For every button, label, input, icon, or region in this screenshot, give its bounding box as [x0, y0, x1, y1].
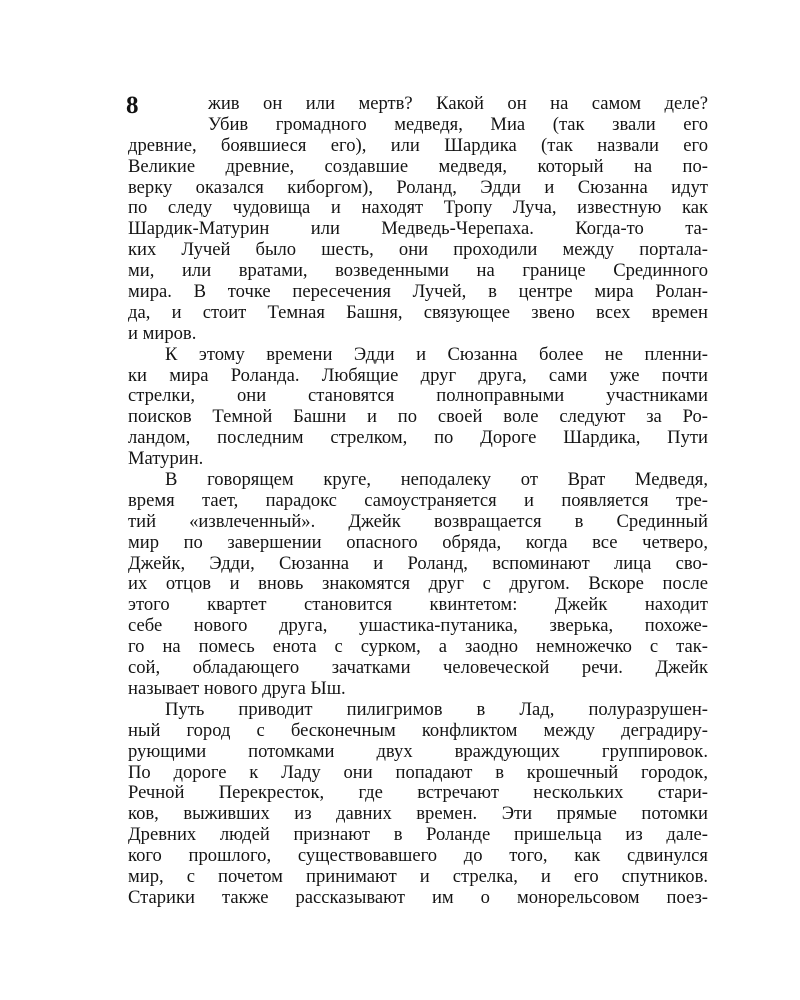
text-line: рующими потомками двух враждующих группировок. [128, 740, 708, 762]
text-line: В говорящем круге, неподалеку от Врат Медведя, [165, 469, 708, 491]
text-line: их отцов и вновь знакомятся друг с другом. Вскоре после [128, 573, 708, 595]
text-line: и миров. [128, 322, 197, 344]
text-line: мир, с почетом принимают и стрелка, и его спутников. [128, 865, 708, 887]
text-line: ландом, последним стрелком, по Дороге Шардика, Пути [128, 427, 708, 449]
text-line: Великие древние, создавшие медведя, который на по- [128, 155, 708, 177]
text-line: верку оказался киборгом), Роланд, Эдди и Сюзанна идут [128, 176, 708, 198]
text-line: мира. В точке пересечения Лучей, в центре мира Ролан- [128, 281, 708, 303]
text-line: называет нового друга Ыш. [128, 677, 346, 699]
text-line: время тает, парадокс самоустраняется и появляется тре- [128, 489, 708, 511]
text-line: ких Лучей было шесть, они проходили между портала- [128, 239, 708, 261]
text-line: Убив громадного медведя, Миа (так звали его [208, 113, 708, 135]
text-line: ки мира Роланда. Любящие друг друга, сами уже почти [128, 364, 708, 386]
text-line: По дороге к Ладу они попадают в крошечный городок, [128, 761, 708, 783]
text-line: Древних людей признают в Роланде пришельца из дале- [128, 824, 708, 846]
text-line: мир по завершении опасного обряда, когда все четверо, [128, 531, 708, 553]
body-text [128, 94, 708, 909]
text-line: стрелки, они становятся полноправными участниками [128, 385, 708, 407]
text-line: кого прошлого, существовавшего до того, как сдвинулся [128, 845, 708, 867]
text-line: тий «извлеченный». Джейк возвращается в Срединный [128, 510, 708, 532]
text-line: ный город с бесконечным конфликтом между деградиру- [128, 719, 708, 741]
text-line: Речной Перекресток, где встречают нескольких стари- [128, 782, 708, 804]
text-line: древние, боявшиеся его), или Шардика (так назвали его [128, 134, 708, 156]
text-line: поисков Темной Башни и по своей воле следуют за Ро- [128, 406, 708, 428]
text-line: себе нового друга, ушастика-путаника, зверька, похоже- [128, 615, 708, 637]
text-line: сой, обладающего зачатками человеческой речи. Джейк [128, 657, 708, 679]
page-number: 8 [126, 92, 139, 119]
text-line: Путь приводит пилигримов в Лад, полуразрушен- [165, 698, 708, 720]
text-line: Джейк, Эдди, Сюзанна и Роланд, вспоминают лица сво- [128, 552, 708, 574]
text-line: К этому времени Эдди и Сюзанна более не пленни- [165, 343, 708, 365]
text-line: да, и стоит Темная Башня, связующее звено всех времен [128, 301, 708, 323]
text-line: жив он или мертв? Какой он на самом деле? [208, 93, 708, 114]
text-line: ков, выживших из давних времен. Эти прямые потомки [128, 803, 708, 825]
text-line: по следу чудовища и находят Тропу Луча, известную как [128, 197, 708, 219]
text-line: этого квартет становится квинтетом: Джейк находит [128, 594, 708, 616]
text-line: Матурин. [128, 448, 204, 470]
text-line: ми, или вратами, возведенными на границе Срединного [128, 260, 708, 282]
text-line: Старики также рассказывают им о монорельсовом поез- [128, 886, 708, 908]
text-line: го на помесь енота с сурком, а заодно немножечко с так- [128, 636, 708, 658]
text-line: Шардик-Матурин или Медведь-Черепаха. Когда-то та- [128, 218, 708, 240]
